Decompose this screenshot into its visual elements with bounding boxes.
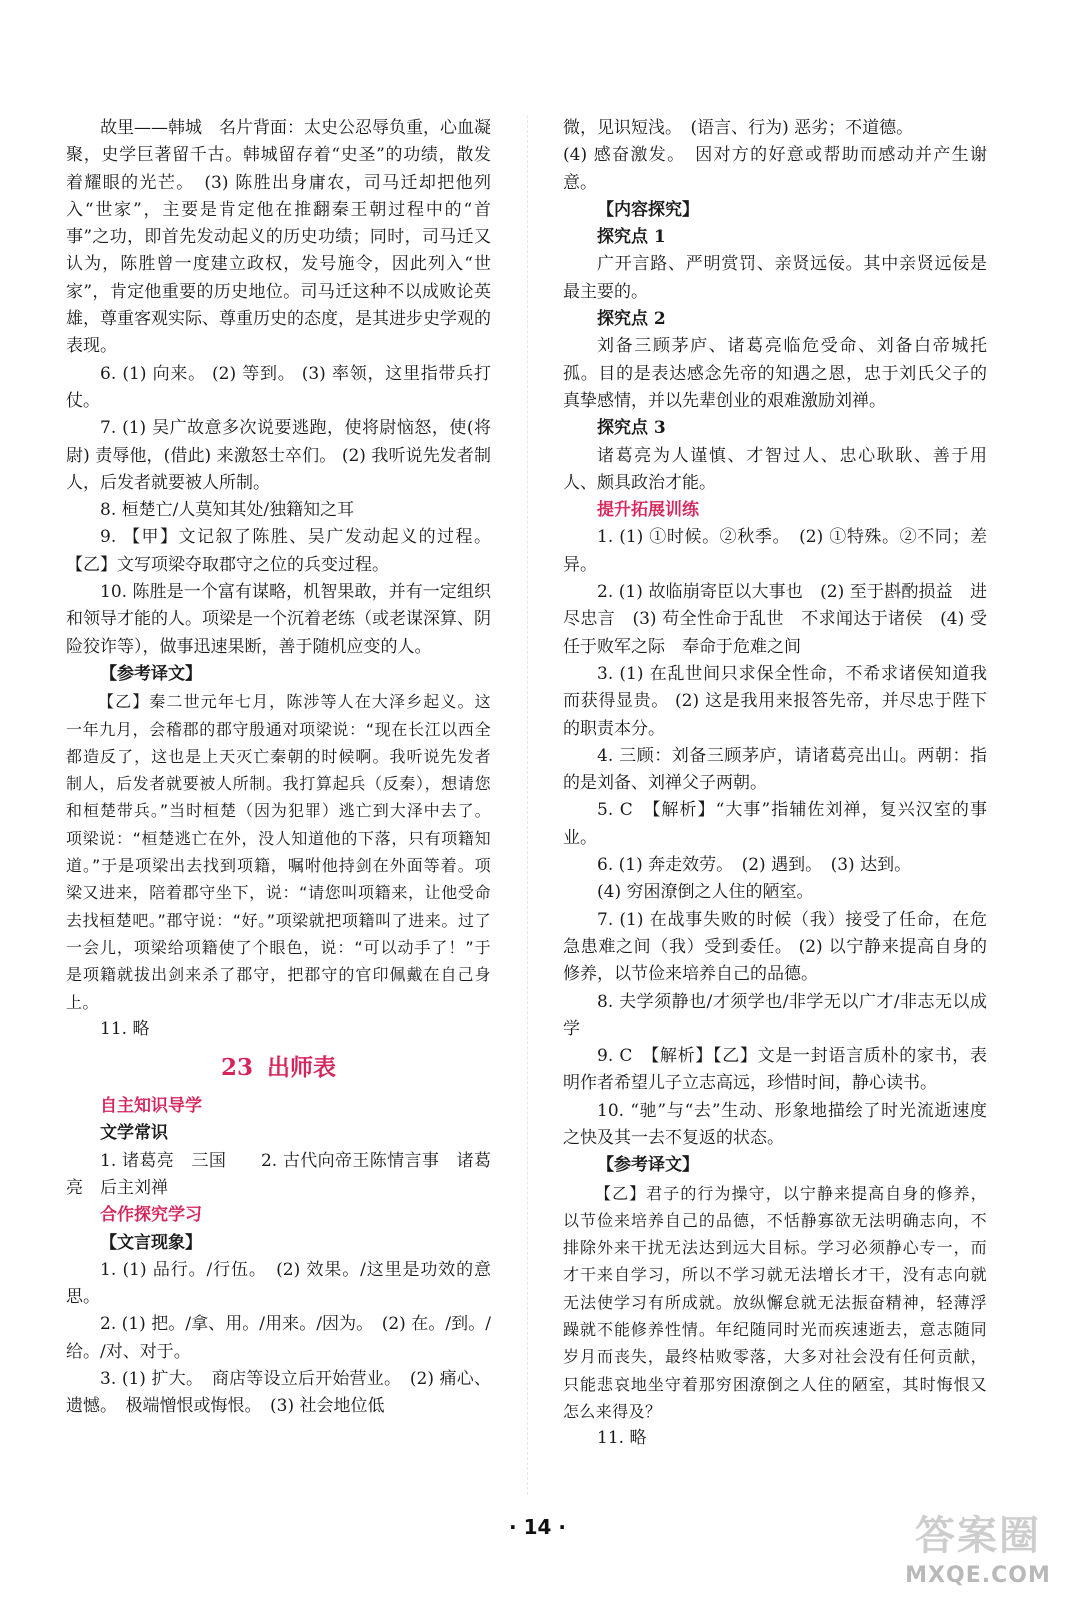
- subheading-classical-phenomena: 【文言现象】: [100, 1232, 202, 1253]
- extension-answer-11: 11. 略: [597, 1428, 647, 1449]
- phenomena-answer-4: (4) 感奋激发。 因对方的好意或帮助而感动并产生谢意。: [563, 145, 987, 193]
- phenomena-answer-2: 2. (1) 把。/拿、用。/用来。/因为。 (2) 在。/到。/给。/对、对于。: [66, 1314, 491, 1362]
- continued-text: 微，见识短浅。 (语言、行为) 恶劣；不道德。: [563, 118, 914, 138]
- answer-9: 9. 【甲】文记叙了陈胜、吴广发动起义的过程。【乙】文写项梁夺取郡守之位的兵变过程。: [66, 527, 491, 575]
- lesson-number: 23: [220, 1054, 253, 1082]
- right-column: [563, 115, 987, 1453]
- reference-translation-text: 【乙】秦二世元年七月，陈涉等人在大泽乡起义。这一年九月，会稽郡的郡守殷通对项梁说：“现在长江以西全都造反了，这也是上天灭亡秦朝的时候啊。我听说先发者制人，后发者就要被人所制。我打算起兵（反秦），想请您和桓楚带兵。”当时桓楚（因为犯罪）逃亡到大泽中去了。项梁说：“桓楚逃亡在外，没人知道他的下落，只有项籍知道。”于是项梁出去找到项籍，嘱咐他持剑在外面等着。项梁又进来，陪着郡守坐下，说：“请您叫项籍来，让他受命去找桓楚吧。”郡守说：“好。”项梁就把项籍叫了进来。过了一会儿，项梁给项籍使了个眼色，说：“可以动手了！”于是项籍就拔出剑来杀了郡守，把郡守的官印佩戴在自己身上。: [66, 692, 491, 1012]
- inquiry-point-3-answer: 诸葛亮为人谨慎、才智过人、忠心耿耿、善于用人、颇具政治才能。: [563, 445, 987, 493]
- answer-paragraph: 故里——韩城 名片背面：太史公忍辱负重，心血凝聚，史学巨著留千古。韩城留存着“史圣”的功绩，散发着耀眼的光芒。 (3) 陈胜出身庸农，司马迁却把他列入“世家”，主要是肯定他在推翻秦王朝过程中的“首事”之功，即首先发动起义的历史功绩；同时，司马迁又认为，陈胜曾一度建立政权，发号施令，因此列入“世家”，肯定他重要的历史地位。司马迁这种不以成败论英雄，尊重客观实际、尊重历史的态度，是其进步史学观的表现。: [66, 118, 491, 357]
- extension-answer-4: 4. 三顾：刘备三顾茅庐，请诸葛亮出山。两朝：指的是刘备、刘禅父子两朝。: [563, 745, 987, 794]
- answer-8: 8. 桓楚亡/人莫知其处/独籍知之耳: [100, 500, 355, 521]
- subheading-literary-knowledge: 文学常识: [100, 1123, 168, 1144]
- extension-answer-9: 9. C 【解析】【乙】文是一封语言质朴的家书，表明作者希望儿子立志高远，珍惜时间，静心读书。: [563, 1046, 987, 1094]
- extension-answer-6: 6. (1) 奔走效劳。 (2) 遇到。 (3) 达到。: [597, 855, 912, 876]
- extension-answer-2: 2. (1) 故临崩寄臣以大事也 (2) 至于斟酌损益 进尽忠言 (3) 苟全性命于乱世 不求闻达于诸侯 (4) 受任于败军之际 奉命于危难之间: [563, 582, 987, 657]
- phenomena-answer-1: 1. (1) 品行。/行伍。 (2) 效果。/这里是功效的意思。: [66, 1259, 491, 1308]
- reference-translation-heading-2: 【参考译文】: [597, 1155, 699, 1176]
- watermark-url-text: MXQE.COM: [905, 1563, 1051, 1588]
- extension-answer-6-cont: (4) 穷困潦倒之人住的陋室。: [597, 882, 814, 903]
- subheading-content-inquiry: 【内容探究】: [597, 199, 699, 220]
- answer-11: 11. 略: [100, 1018, 150, 1039]
- lesson-title: [66, 1043, 491, 1093]
- extension-answer-1: 1. (1) ①时候。②秋季。 (2) ①特殊。②不同；差异。: [563, 527, 987, 575]
- watermark-logo: [888, 1510, 1068, 1595]
- left-column: [66, 115, 491, 1421]
- page-number: · 14 ·: [509, 1515, 566, 1539]
- extension-answer-10: 10. “驰”与“去”生动、形象地描绘了时光流逝速度之快及其一去不复返的状态。: [563, 1100, 987, 1148]
- section-heading-extension: 提升拓展训练: [597, 500, 699, 521]
- answer-7: 7. (1) 吴广故意多次说要逃跑，使将尉恼怒，使(将尉) 责辱他，(借此) 来激怒士卒们。 (2) 我听说先发者制人，后发者就要被人所制。: [66, 418, 491, 493]
- inquiry-point-1-label: 探究点 1: [597, 227, 666, 248]
- section-heading-self-study: 自主知识导学: [100, 1096, 202, 1117]
- inquiry-point-2-answer: 刘备三顾茅庐、诸葛亮临危受命、刘备白帝城托孤。目的是表达感念先帝的知遇之恩，忠于刘氏父子的真挚感情，并以先辈创业的艰难激励刘禅。: [563, 336, 987, 411]
- extension-answer-5: 5. C 【解析】“大事”指辅佐刘禅，复兴汉室的事业。: [563, 800, 987, 848]
- section-heading-cooperative: 合作探究学习: [100, 1205, 202, 1226]
- phenomena-answer-3: 3. (1) 扩大。 商店等设立后开始营业。 (2) 痛心、遗憾。 极端憎恨或悔恨。 (3) 社会地位低: [66, 1369, 491, 1417]
- reference-translation-heading: 【参考译文】: [100, 663, 202, 684]
- extension-answer-8: 8. 夫学须静也/才须学也/非学无以广才/非志无以成学: [563, 991, 987, 1039]
- extension-answer-3: 3. (1) 在乱世间只求保全性命，不希求诸侯知道我而获得显贵。 (2) 这是我用来报答先帝，并尽忠于陛下的职责本分。: [563, 663, 987, 739]
- reference-translation-text-2: 【乙】君子的行为操守，以宁静来提高自身的修养，以节俭来培养自己的品德，不恬静寡欲无法明确志向，不排除外来干扰无法达到远大目标。学习必须静心专一，而才干来自学习，所以不学习就无法增长才干，没有志向就无法使学习有所成就。放纵懈怠就无法振奋精神，轻薄浮躁就不能修养性情。年纪随同时光而疾速逝去，意志随同岁月而丧失，最终枯败零落，大多对社会没有任何贡献，只能悲哀地坐守着那穷困潦倒之人住的陋室，其时悔恨又怎么来得及？: [563, 1183, 987, 1421]
- answer-10: 10. 陈胜是一个富有谋略，机智果敢，并有一定组织和领导才能的人。项梁是一个沉着老练（或老谋深算、阴险狡诈等），做事迅速果断，善于随机应变的人。: [66, 582, 491, 657]
- literary-knowledge-answers: 1. 诸葛亮 三国 2. 古代向帝王陈情言事 诸葛亮 后主刘禅: [66, 1150, 491, 1198]
- inquiry-point-2-label: 探究点 2: [597, 309, 666, 330]
- lesson-name: 出师表: [267, 1054, 336, 1082]
- answer-6: 6. (1) 向来。 (2) 等到。 (3) 率领，这里指带兵打仗。: [66, 363, 491, 411]
- column-divider: [527, 115, 528, 1495]
- inquiry-point-3-label: 探究点 3: [597, 418, 666, 439]
- watermark-logo-text: 答案圈: [915, 1513, 1041, 1559]
- inquiry-point-1-answer: 广开言路、严明赏罚、亲贤远佞。其中亲贤远佞是最主要的。: [563, 254, 987, 302]
- extension-answer-7: 7. (1) 在战事失败的时候（我）接受了任命，在危急患难之间（我）受到委任。 (2) 以宁静来提高自身的修养，以节俭来培养自己的品德。: [563, 909, 987, 985]
